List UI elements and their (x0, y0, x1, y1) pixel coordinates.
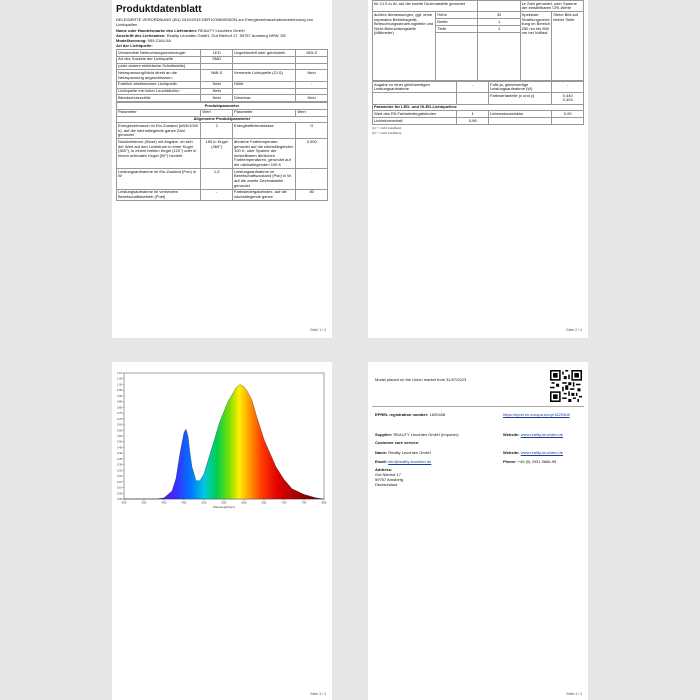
value-header: Wert (201, 109, 233, 116)
eprel-registration (375, 412, 445, 417)
param-value: 1,5 (201, 169, 233, 190)
y-tick-label: 0.60 (116, 429, 122, 433)
pnet-continuation: für CLS in W, auf die zweite Dezimalstelle gerundet (373, 1, 478, 12)
y-tick-label: 0.55 (116, 435, 122, 438)
y-tick-label: 0.00 (116, 498, 122, 501)
general-parameters-heading: Allgemeine Produktparameter (117, 116, 328, 123)
x-tick-label: 350 (141, 500, 147, 505)
y-tick-label: 0.25 (116, 469, 122, 473)
address: Reality Leuchten GmbH, Gut Nierhof 17, 59757 Arnsberg NRW, DE (166, 33, 287, 38)
param-name: (oder andere elektrische Schnittstelle) (117, 63, 201, 70)
param-name (233, 56, 296, 63)
dim-name: Tiefe (436, 25, 478, 32)
table-row (117, 50, 328, 57)
phone-label: Phone: (503, 459, 517, 464)
light-source-type-table (116, 49, 328, 102)
table-row (117, 81, 328, 88)
param-name: Ungebündelt oder gebündelt: (233, 50, 296, 57)
param-value: LED (201, 50, 233, 57)
param-value (296, 56, 328, 63)
empty-cell (436, 32, 478, 80)
name-value: Reality Leuchten GmbH (388, 450, 431, 455)
table-row (117, 70, 328, 81)
address-label: Anschrift des Lieferanten: (116, 33, 166, 38)
param-name: Angabe zu einer gleichwertigen Leistungsaufnahme (373, 81, 457, 92)
dim-name: Höhe (436, 12, 478, 19)
param-header: Parameter (233, 109, 296, 116)
website2-link[interactable]: www.reality-leuchten.de (520, 450, 563, 455)
table-row (117, 123, 328, 139)
table-row (117, 88, 328, 95)
param-name: Wert des R9-Farbwiedergabeindex (373, 111, 457, 118)
table-row (373, 93, 584, 104)
spectral-distribution-chart (112, 362, 332, 512)
table-row (117, 189, 328, 200)
param-name: Nutzlichtstrom (Φuse) mit Angabe, ob sich der Wert auf den Lichtstrom in einer Kugel (360°), in einem breiten Kegel (120°) oder in einem schmalen Kegel (90°) bezieht (117, 139, 201, 169)
x-tick-label: 650 (261, 500, 267, 505)
datasheet-page-2 (368, 0, 588, 338)
empty-cell (478, 32, 520, 80)
param-name: Netzspannung/Nicht direkt an die Netzspannung angeschlossen: (117, 70, 201, 81)
table-row (117, 56, 328, 63)
param-value: - (201, 189, 233, 200)
led-section-heading: Parameter für LED- und OLED-Lichtquellen: (373, 104, 584, 111)
y-tick-label: 0.95 (116, 389, 122, 393)
y-tick-label: 0.35 (116, 457, 122, 461)
address-block (375, 467, 403, 487)
y-tick-label: 0.90 (116, 394, 122, 398)
model-id: 959-2164-0A (147, 38, 171, 43)
address-label: Address: (375, 467, 393, 472)
param-value (296, 88, 328, 95)
supplier-line (375, 432, 459, 437)
name-line (375, 450, 431, 455)
email-link[interactable]: info@reality-leuchten.de (388, 459, 432, 464)
param-name: Blendschutzschild: (117, 95, 201, 102)
y-tick-label: 0.40 (116, 452, 122, 456)
x-tick-label: 550 (221, 500, 227, 505)
model-label: Modellkennung: (116, 38, 147, 43)
param-name: Farbwiedergabeindex, auf die nächstliegende ganze (233, 189, 296, 200)
datasheet-page-4 (368, 362, 588, 700)
regulation-subtitle: DELEGIERTE VERORDNUNG (EU) 2019/2015 DER KOMMISSION zur Energieverbrauchskennzeichnung von Lichtquellen (116, 17, 314, 27)
table-row (373, 118, 584, 125)
cri-continuation: ze Zahl gerundet, oder Spanne der einstellbaren CRI-Werte (520, 1, 583, 12)
spectral-label: Spektrale Strahlungsverteilung im Bereich 250 nm bis 800 nm bei Volllast (520, 12, 552, 81)
param-value: 150 in Kugel (360°) (201, 139, 233, 169)
param-name: Dimmbar: (233, 95, 296, 102)
value-header: Wert (296, 109, 328, 116)
param-value: 0,440 0,403 (552, 93, 584, 104)
dim-value: 1 (478, 25, 520, 32)
param-name: Lichtquelle mit hoher Leuchtdichte: (117, 88, 201, 95)
continuation-table (372, 0, 584, 81)
param-name: Farbwertanteile (x und y) (489, 93, 552, 104)
supplier-name: REAUTY Leuchten GmbH (198, 28, 245, 33)
param-value: Nein (201, 81, 233, 88)
table-row (373, 111, 584, 118)
param-value: Nein (201, 88, 233, 95)
x-tick-label: 450 (181, 500, 187, 505)
y-tick-label: 0.20 (116, 475, 122, 479)
address-line: Gut Nierhof 17 (375, 472, 402, 477)
param-header: Parameter (117, 109, 201, 116)
table-row (373, 81, 584, 92)
param-value: 0,96 (457, 118, 489, 125)
address-line: 59757 Arnsberg (375, 477, 404, 482)
eprel-number: 1620408 (429, 412, 446, 417)
param-value: - (296, 169, 328, 190)
website-line (503, 432, 563, 437)
y-tick-label: 0.15 (116, 480, 122, 484)
param-name: Leistungsaufnahme im vernetzten Bereitschaftsbetrieb (Pnet) (117, 189, 201, 200)
x-axis-label: Wavelength(nm) (213, 505, 235, 509)
name-label: Name: (375, 450, 388, 455)
y-tick-label: 0.10 (116, 486, 122, 490)
y-tick-label: 0.70 (116, 417, 122, 421)
y-tick-label: 0.65 (116, 423, 122, 427)
y-tick-label: 0.80 (116, 406, 122, 410)
param-name (233, 63, 296, 70)
param-value: - (552, 81, 584, 92)
section-light-source-type: Art der Lichtquelle: (116, 43, 153, 48)
table-row (117, 95, 328, 102)
dim-value: 1 (478, 19, 520, 26)
divider (372, 406, 584, 407)
param-name: Energieverbrauch im Ein-Zustand (kWh/1000 h), auf die nächstliegende ganze Zahl gerundet (117, 123, 201, 139)
y-tick-label: 0.45 (116, 446, 122, 450)
y-tick-label: 1.00 (116, 383, 122, 387)
page-number: Seite 3 / 4 (310, 692, 326, 696)
x-tick-label: 500 (201, 500, 207, 505)
y-tick-label: 0.50 (116, 440, 122, 444)
model-placed-text: Model placed on the Union market from 31/07/2023 (375, 377, 467, 382)
param-name: Lebensdauerfaktor (489, 111, 552, 118)
param-value: G (296, 123, 328, 139)
address-line: Deutschland (375, 482, 398, 487)
param-value (552, 118, 584, 125)
phone-value: +49 (0) 2931 9666-99 (517, 459, 557, 464)
param-value (457, 93, 489, 104)
param-name: Vernetzte Lichtquelle (CLS) (233, 70, 296, 81)
x-tick-label: 800 (321, 500, 327, 505)
email-label: Email: (375, 459, 388, 464)
param-name: Leistungsaufnahme im Ein-Zustand (Pon) in W (117, 169, 201, 190)
datasheet-page-1 (112, 0, 332, 338)
param-value (201, 63, 233, 70)
produktparameter-heading: Produktparameter (117, 103, 328, 110)
y-tick-label: 0.05 (116, 492, 122, 496)
customer-care-heading: Customer care service: (375, 440, 420, 445)
x-tick-label: 600 (241, 500, 247, 505)
param-value: Nein (296, 70, 328, 81)
eprel-link[interactable]: https://eprel.ec.europa.eu/qr/1620408 (503, 412, 570, 417)
param-name: Art des Sockels der Lichtquelle (117, 56, 201, 63)
product-parameters-table (116, 102, 328, 201)
supplier-label: Supplier: (375, 432, 393, 437)
dim-value: 32 (478, 12, 520, 19)
qr-code-icon[interactable] (550, 370, 582, 402)
param-value: 80 (296, 189, 328, 200)
table-row (117, 169, 328, 190)
param-name (373, 93, 457, 104)
page-number: Seite 2 / 4 (566, 328, 582, 332)
table-row (117, 139, 328, 169)
param-name: Farblich abstimmbare Lichtquelle: (117, 81, 201, 88)
x-tick-label: 750 (301, 500, 307, 505)
footnote-1: (1) "-" nicht zutreffend; (372, 126, 402, 130)
param-value: 1 (457, 111, 489, 118)
param-value: 3 000 (296, 139, 328, 169)
param-value: - (296, 81, 328, 88)
param-name (489, 118, 552, 125)
page-title: Produktdatenblatt (116, 4, 202, 15)
param-value: Nein (201, 95, 233, 102)
param-name: Falls ja, gleichwertige Leistungsaufnahme (W) (489, 81, 552, 92)
param-name: Verwendete Beleuchtungstechnologie: (117, 50, 201, 57)
email-line (375, 459, 431, 464)
param-name: ähnliche Farbtemperatur, gerundet auf die nächstliegenden 100 K, oder Spanne der einstellbaren ähnlichen Farbtemperaturen, gerundet auf die nächstliegenden 100 K (233, 139, 296, 169)
y-tick-label: 1.10 (116, 372, 122, 375)
page-number: Seite 4 / 4 (566, 692, 582, 696)
x-tick-label: 300 (121, 500, 127, 505)
website2-line (503, 450, 563, 455)
param-name: Energieeffizienzklasse (233, 123, 296, 139)
param-value (296, 63, 328, 70)
supplier-name-label: Name oder Handelsmarke des Lieferanten: (116, 28, 198, 33)
page-number: Seite 1 / 4 (310, 328, 326, 332)
empty-cell (478, 1, 520, 12)
y-tick-label: 0.75 (116, 412, 122, 416)
param-value: - (457, 81, 489, 92)
y-tick-label: 0.30 (116, 463, 122, 467)
eprel-label: EPREL registration number: (375, 412, 429, 417)
dimensions-label: äußere Abmessungen, ggf. ohne separates Betriebsgerät, Beleuchtungssteuerungsteile und Nicht-Beleuchtungsteile (Millimeter) (373, 12, 436, 81)
phone-line (503, 459, 556, 464)
website-link[interactable]: www.reality-leuchten.de (520, 432, 563, 437)
y-tick-label: 0.85 (116, 400, 122, 404)
supplier-value: REAUTY Leuchten GmbH (Importer) (393, 432, 459, 437)
param-value: SMD (201, 56, 233, 63)
website-label: Website: (503, 432, 520, 437)
param-value: NMLS (201, 70, 233, 81)
param-name: Leistungsaufnahme im Bereitschaftszustand (Psb) in W, auf die zweite Dezimalstelle gerundet (233, 169, 296, 190)
x-tick-label: 700 (281, 500, 287, 505)
dim-name: Breite (436, 19, 478, 26)
param-value: 2 (201, 123, 233, 139)
y-tick-label: 1.05 (116, 377, 122, 381)
spectral-value: Siehe Bild auf letzter Seite (552, 12, 584, 81)
table-row (117, 63, 328, 70)
param-value: NDLS (296, 50, 328, 57)
param-value: Nein (296, 95, 328, 102)
datasheet-page-3 (112, 362, 332, 700)
param-name (233, 88, 296, 95)
website2-label: Website: (503, 450, 520, 455)
param-value: 0,90 (552, 111, 584, 118)
equivalent-power-table (372, 81, 584, 125)
param-name: Lichtstromerhalt (373, 118, 457, 125)
param-name: Hülle: (233, 81, 296, 88)
footnote-2: (2) "-" nicht zutreffend; (372, 131, 402, 135)
x-tick-label: 400 (161, 500, 167, 505)
